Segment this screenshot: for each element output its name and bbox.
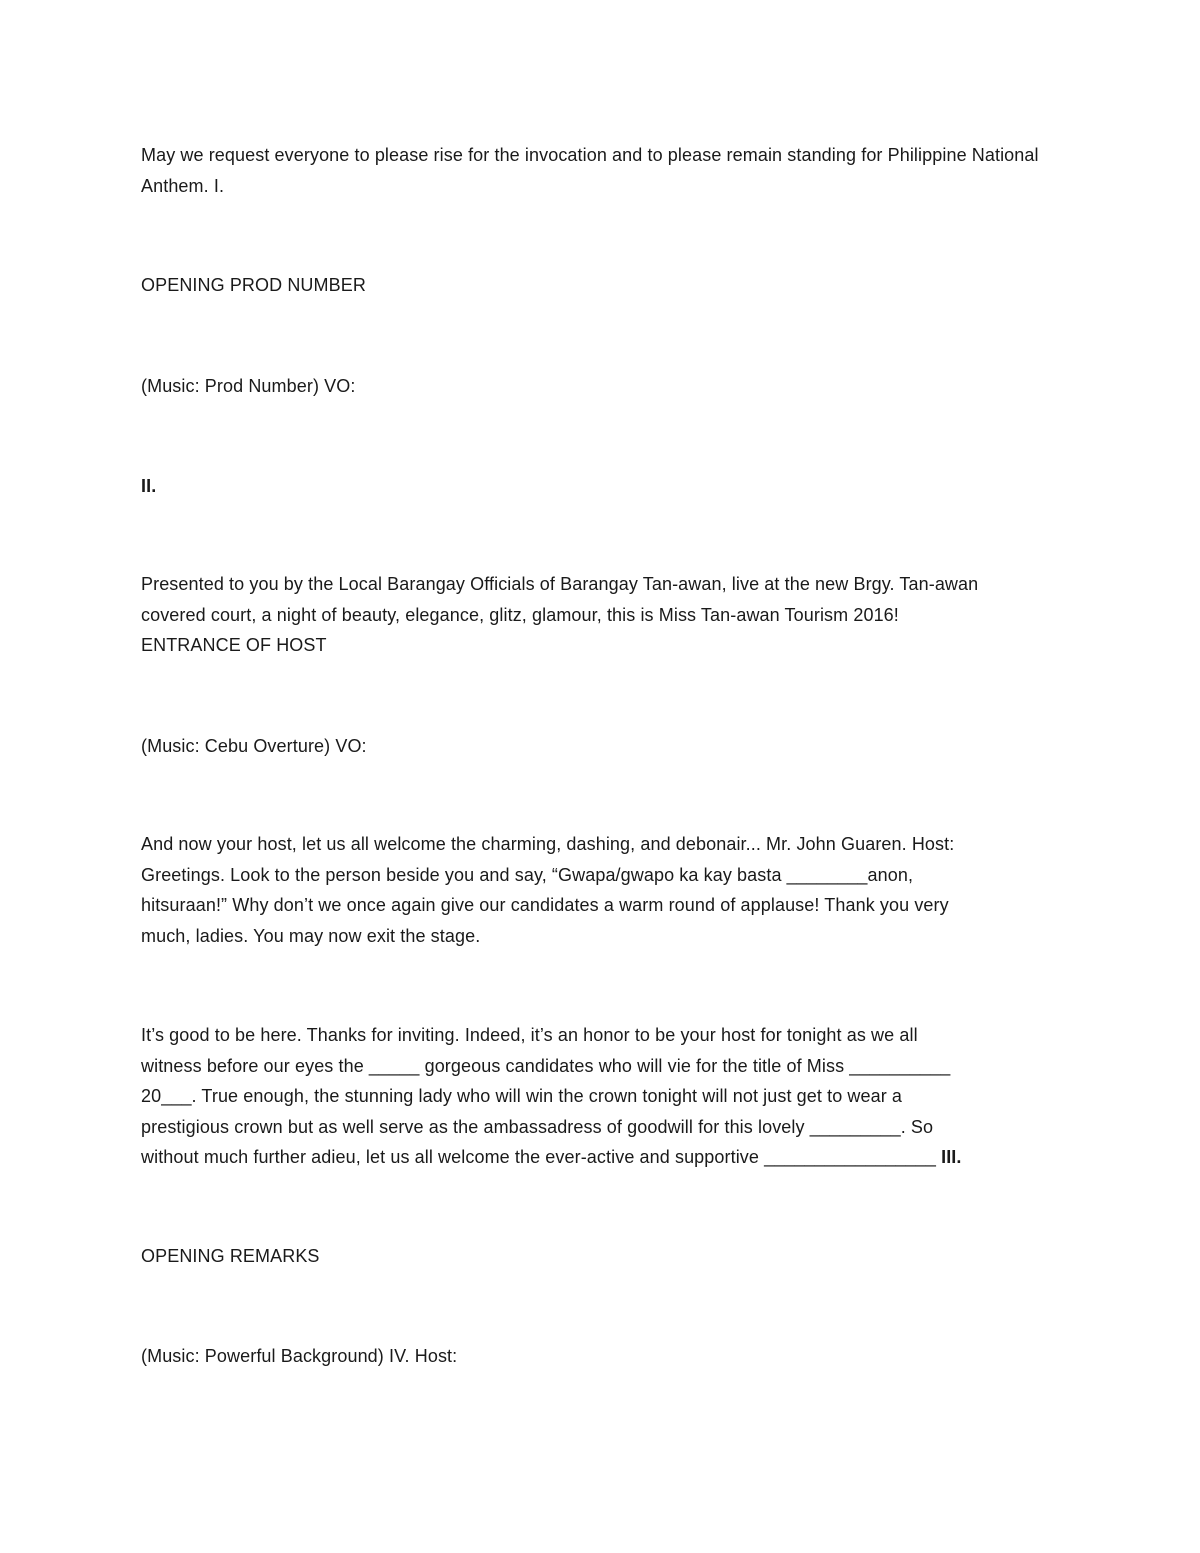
music-powerful-background-cue: (Music: Powerful Background) IV. Host: (141, 1346, 458, 1366)
music-prod-number-cue: (Music: Prod Number) VO: (141, 376, 356, 396)
presented-line: covered court, a night of beauty, elegance, glitz, glamour, this is Miss Tan-awan Tourism 2016! (141, 604, 899, 625)
host-speech-line: It’s good to be here. Thanks for inviting. Indeed, it’s an honor to be your host for tonight as we all (141, 1025, 918, 1045)
host-speech-line: 20___. True enough, the stunning lady who will win the crown tonight will not just get to wear a (141, 1086, 903, 1107)
presented-paragraph (141, 569, 1061, 661)
host-speech-line: prestigious crown but as well serve as the ambassadress of goodwill for this lovely _________. So (141, 1116, 934, 1137)
opening-prod-heading: OPENING PROD NUMBER (141, 275, 366, 295)
music-cebu-overture-cue: (Music: Cebu Overture) VO: (141, 736, 367, 756)
section-numeral-two: II. (141, 476, 157, 496)
invocation-paragraph (141, 140, 1061, 201)
invocation-text: May we request everyone to please rise for the invocation and to please remain standing for Philippine National Anthem. (141, 145, 1039, 196)
opening-remarks-heading: OPENING REMARKS (141, 1246, 320, 1266)
host-intro-line: And now your host, let us all welcome the charming, dashing, and debonair... Mr. John Guaren. Host: (141, 834, 955, 854)
section-numeral-three: III. (941, 1147, 962, 1168)
entrance-heading: ENTRANCE OF HOST (141, 635, 327, 656)
host-intro-line: much, ladies. You may now exit the stage. (141, 925, 481, 946)
host-speech-paragraph (141, 1020, 1061, 1173)
host-intro-line: hitsuraan!” Why don’t we once again give our candidates a warm round of applause! Thank you very (141, 895, 949, 916)
section-numeral-one: I. (213, 175, 225, 196)
host-speech-line: without much further adieu, let us all welcome the ever-active and supportive _________________ (141, 1147, 936, 1168)
host-intro-line: Greetings. Look to the person beside you and say, “Gwapa/gwapo ka kay basta ________anon, (141, 864, 914, 885)
presented-line: Presented to you by the Local Barangay Officials of Barangay Tan-awan, live at the new Brgy. Tan-awan (141, 574, 979, 594)
host-speech-line: witness before our eyes the _____ gorgeous candidates who will vie for the title of Miss __________ (141, 1055, 951, 1076)
host-intro-paragraph (141, 829, 1061, 951)
